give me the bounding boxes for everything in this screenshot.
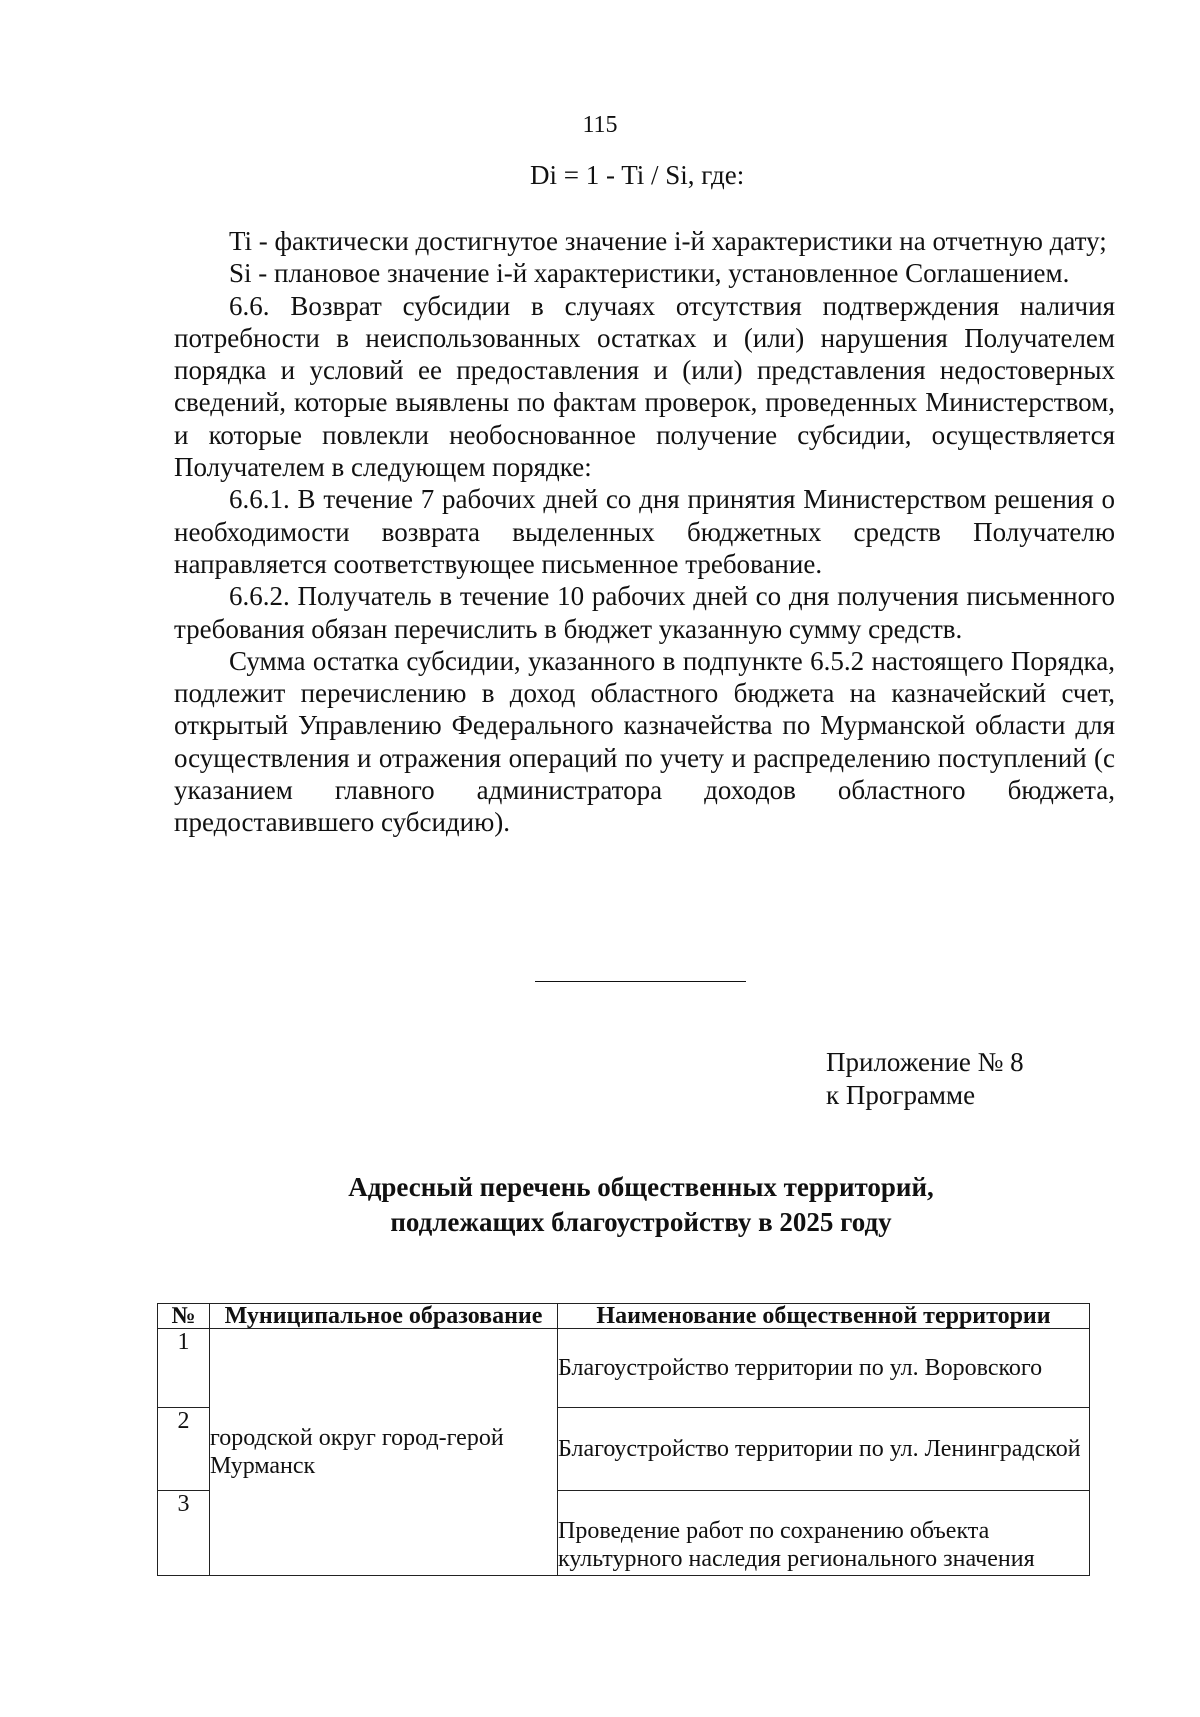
paragraph-6-6-2: 6.6.2. Получатель в течение 10 рабочих дней со дня получения письменного требования обязан перечислить в бюджет указанную сумму средств. <box>174 581 1115 644</box>
paragraph-6-6-1: 6.6.1. В течение 7 рабочих дней со дня принятия Министерством решения о необходимости возврата выделенных бюджетных средств Получателю направляется соответствующее письменное требование. <box>174 484 1115 579</box>
row-number: 2 <box>158 1408 210 1491</box>
list-title-line-2: подлежащих благоустройству в 2025 году <box>390 1207 892 1237</box>
municipality-cell: городской округ город-герой Мурманск <box>210 1329 558 1576</box>
appendix-note <box>826 1046 1024 1112</box>
divider-line <box>535 981 746 982</box>
header-municipality: Муниципальное образование <box>210 1304 558 1329</box>
appendix-line-2: к Программе <box>826 1080 976 1110</box>
formula: Di = 1 - Ti / Si, где: <box>530 160 745 190</box>
header-territory-name: Наименование общественной территории <box>558 1304 1090 1329</box>
row-number: 1 <box>158 1329 210 1408</box>
list-title-line-1: Адресный перечень общественных территорий, <box>348 1172 934 1202</box>
page-number: 115 <box>582 112 618 138</box>
paragraph-6-6: 6.6. Возврат субсидии в случаях отсутствия подтверждения наличия потребности в неиспользованных остатках и (или) нарушения Получателем порядка и условий ее предоставления и (или) представления недостоверных сведений, которые выявлены по фактам проверок, проведенных Министерством, и которые повлекли необоснованное получение субсидии, осуществляется Получателем в следующем порядке: <box>174 290 1115 483</box>
header-number: № <box>158 1304 210 1329</box>
table-row <box>158 1329 1090 1408</box>
territory-name: Благоустройство территории по ул. Ленинградской <box>558 1408 1090 1491</box>
paragraph-ti: Ti - фактически достигнутое значение i-й характеристики на отчетную дату; <box>229 226 1107 256</box>
table-header-row <box>158 1304 1090 1329</box>
paragraph-remainder: Сумма остатка субсидии, указанного в подпункте 6.5.2 настоящего Порядка, подлежит перечислению в доход областного бюджета на казначейский счет, открытый Управлению Федерального казначейства по Мурманской области для осуществления и отражения операций по учету и распределению поступлений (с указанием главного администратора доходов областного бюджета, предоставившего субсидию). <box>174 645 1115 838</box>
territories-table <box>157 1303 1090 1576</box>
territory-name: Благоустройство территории по ул. Воровского <box>558 1329 1090 1408</box>
row-number: 3 <box>158 1491 210 1576</box>
territory-name: Проведение работ по сохранению объекта культурного наследия регионального значения <box>558 1491 1090 1576</box>
body-text <box>174 225 1115 839</box>
paragraph-si: Si - плановое значение i-й характеристики, установленное Соглашением. <box>229 258 1070 289</box>
list-title <box>0 1170 1200 1240</box>
appendix-line-1: Приложение № 8 <box>826 1047 1024 1077</box>
